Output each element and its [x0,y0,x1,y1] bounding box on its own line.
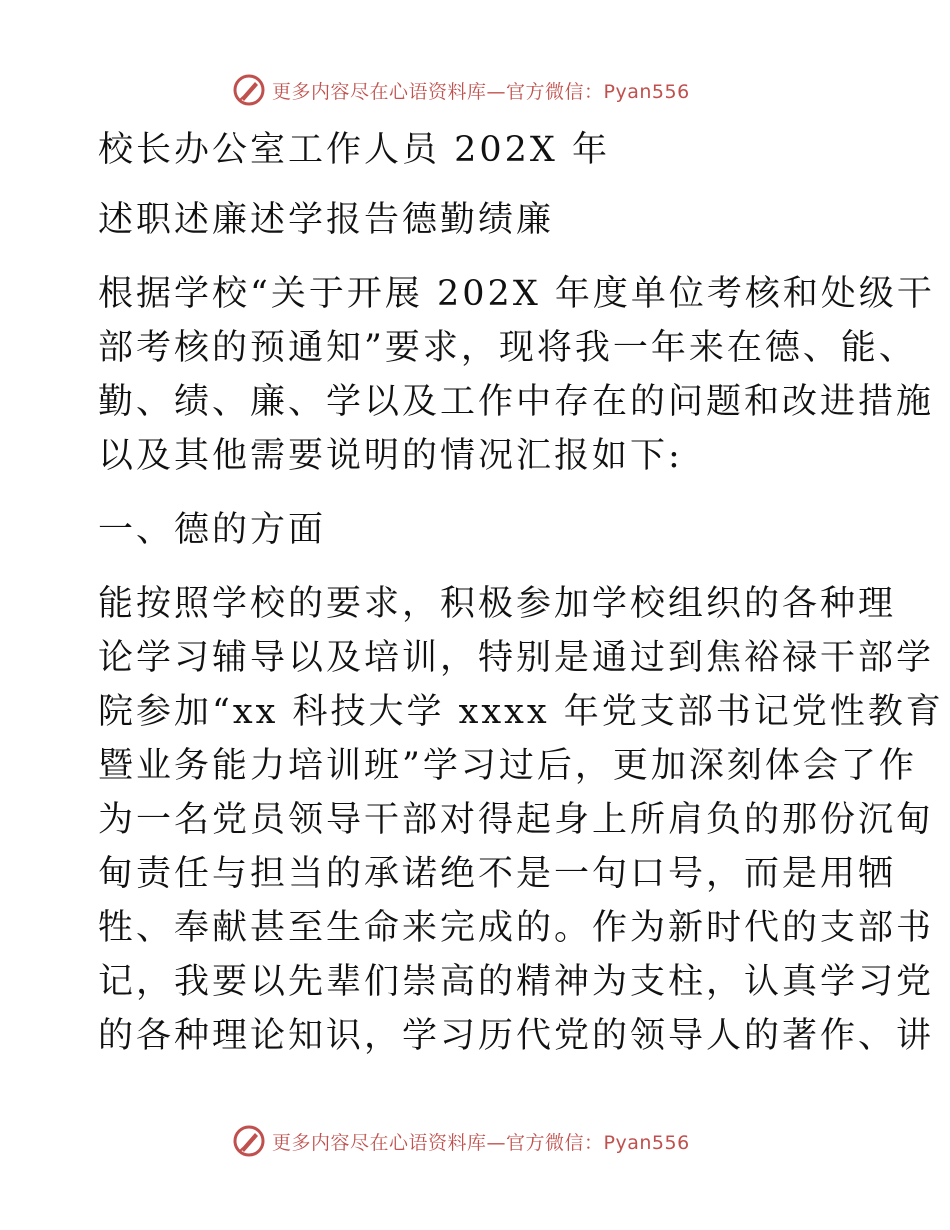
document-title-line-1: 校长办公室工作人员 202X 年 [98,130,610,170]
intro-paragraph [98,267,935,483]
paragraph-line: 以及其他需要说明的情况汇报如下: [98,436,683,476]
document-title-line-2: 述职述廉述学报告德勤绩廉 [98,200,555,240]
paragraph-line: 甸责任与担当的承诺绝不是一句口号，而是用牺 [98,854,897,894]
paragraph-line: 根据学校“关于开展 202X 年度单位考核和处级干 [98,274,935,314]
paragraph-line: 的各种理论知识，学习历代党的领导人的著作、讲 [98,1016,935,1056]
section-heading: 一、德的方面 [98,510,327,550]
paragraph-line: 论学习辅导以及培训，特别是通过到焦裕禄干部学 [98,638,935,678]
paragraph-line: 部考核的预通知”要求，现将我一年来在德、能、 [98,328,917,368]
header-watermark [232,73,690,107]
watermark-text: 更多内容尽在心语资料库—官方微信：Pyan556 [272,80,690,103]
paragraph-line: 院参加“xx 科技大学 xxxx 年党支部书记党性教育 [98,692,944,732]
quill-logo-icon [232,1124,266,1158]
footer-watermark [232,1124,690,1158]
section-paragraph [98,577,944,1063]
document-body [98,120,944,1063]
paragraph-line: 暨业务能力培训班”学习过后，更加深刻体会了作 [98,746,917,786]
watermark-text: 更多内容尽在心语资料库—官方微信：Pyan556 [272,1131,690,1154]
paragraph-line: 为一名党员领导干部对得起身上所肩负的那份沉甸 [98,800,935,840]
paragraph-line: 记，我要以先辈们崇高的精神为支柱，认真学习党 [98,962,935,1002]
quill-logo-icon [232,73,266,107]
paragraph-line: 牲、奉献甚至生命来完成的。作为新时代的支部书 [98,908,935,948]
paragraph-line: 勤、绩、廉、学以及工作中存在的问题和改进措施 [98,382,935,422]
paragraph-line: 能按照学校的要求，积极参加学校组织的各种理 [98,584,897,624]
